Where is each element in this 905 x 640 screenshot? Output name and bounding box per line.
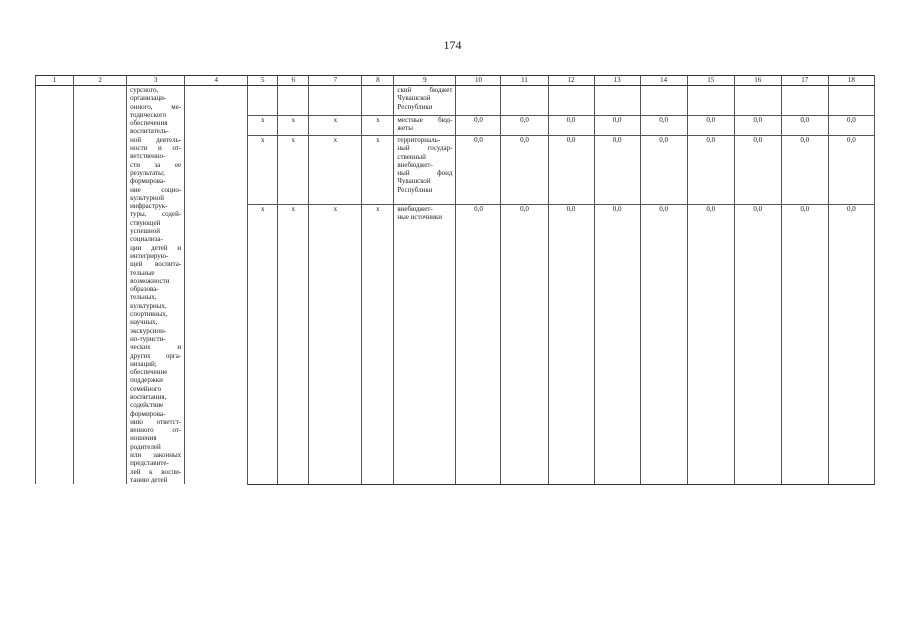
value-cell xyxy=(781,86,828,116)
column-number-3: 3 xyxy=(127,76,185,86)
row-description xyxy=(127,86,185,485)
description-line: родителей xyxy=(130,442,161,451)
value-cell: 0,0 xyxy=(828,136,874,205)
description-line: экскурсион- xyxy=(130,326,167,335)
mark-cell xyxy=(362,86,394,116)
description-line: обеспечение xyxy=(130,368,168,377)
value-cell: 0,0 xyxy=(456,136,501,205)
description-line: поддержки xyxy=(130,376,163,385)
description-line: ствующей xyxy=(130,218,161,227)
program-funding-table xyxy=(35,75,875,485)
value-cell: 0,0 xyxy=(781,205,828,485)
column-number-13: 13 xyxy=(594,76,640,86)
description-line: или законных xyxy=(130,451,182,460)
table-row xyxy=(36,86,875,116)
description-line: содействие xyxy=(130,401,164,410)
value-cell xyxy=(548,86,594,116)
description-line: ческих и xyxy=(130,343,182,352)
column-number-9: 9 xyxy=(394,76,456,86)
value-cell: 0,0 xyxy=(548,205,594,485)
table-header-row xyxy=(36,76,875,86)
description-line: возможности xyxy=(130,276,170,285)
description-line: ние социо- xyxy=(130,185,182,194)
value-cell: 0,0 xyxy=(594,136,640,205)
funding-source xyxy=(394,116,456,136)
value-cell: 0,0 xyxy=(828,116,874,136)
value-cell: 0,0 xyxy=(687,205,734,485)
funding-source xyxy=(394,136,456,205)
funding-source-line: Республики xyxy=(397,102,433,111)
funding-source-line: ный фонд xyxy=(397,169,453,178)
mark-cell: x xyxy=(362,116,394,136)
value-cell: 0,0 xyxy=(548,116,594,136)
value-cell: 0,0 xyxy=(548,136,594,205)
value-cell: 0,0 xyxy=(501,116,548,136)
description-line: тельных, xyxy=(130,293,157,302)
mark-cell xyxy=(309,86,362,116)
description-line: успешной xyxy=(130,227,160,236)
description-line: научных, xyxy=(130,318,158,327)
funding-source-line: внебюджет- xyxy=(397,160,433,169)
page-number: 174 xyxy=(443,38,462,52)
description-line: инфраструк- xyxy=(130,202,168,211)
column-number-18: 18 xyxy=(828,76,874,86)
description-line: туры, содей- xyxy=(130,210,182,219)
column-number-10: 10 xyxy=(456,76,501,86)
value-cell: 0,0 xyxy=(456,116,501,136)
description-line: венного от- xyxy=(130,426,182,435)
description-line: сурсного, xyxy=(130,86,159,94)
funding-source xyxy=(394,205,456,485)
description-line: социализа- xyxy=(130,235,163,244)
description-line: культурной xyxy=(130,193,164,202)
mark-cell xyxy=(248,86,278,116)
description-line: ции детей и xyxy=(130,243,182,252)
value-cell: 0,0 xyxy=(687,136,734,205)
mark-cell: x xyxy=(309,205,362,485)
description-line: результаты; xyxy=(130,168,165,177)
funding-source-line: внебюджет- xyxy=(397,205,433,213)
description-line: нию ответст- xyxy=(130,417,182,426)
column-number-8: 8 xyxy=(362,76,394,86)
value-cell: 0,0 xyxy=(501,136,548,205)
value-cell xyxy=(456,86,501,116)
funding-source-line: ные источники xyxy=(397,213,442,222)
description-line: формирова- xyxy=(130,409,166,418)
value-cell: 0,0 xyxy=(734,116,781,136)
funding-source-line: ский бюджет xyxy=(397,86,453,94)
value-cell: 0,0 xyxy=(640,116,687,136)
funding-source-line: ственный xyxy=(397,152,426,161)
column-number-4: 4 xyxy=(185,76,248,86)
column-number-15: 15 xyxy=(687,76,734,86)
value-cell: 0,0 xyxy=(781,136,828,205)
value-cell xyxy=(828,86,874,116)
description-line: обеспечения xyxy=(130,119,168,128)
column-number-2: 2 xyxy=(74,76,127,86)
value-cell: 0,0 xyxy=(781,116,828,136)
description-line: низаций; xyxy=(130,359,157,368)
funding-source-line: Чувашской xyxy=(397,94,431,103)
value-cell: 0,0 xyxy=(594,205,640,485)
column-number-6: 6 xyxy=(278,76,309,86)
mark-cell: x xyxy=(309,116,362,136)
column-number-11: 11 xyxy=(501,76,548,86)
row-col-2 xyxy=(74,86,127,485)
column-number-7: 7 xyxy=(309,76,362,86)
description-line: других орга- xyxy=(130,351,182,360)
value-cell: 0,0 xyxy=(687,116,734,136)
description-line: щей воспита- xyxy=(130,260,182,269)
description-line: но-туристи- xyxy=(130,334,166,343)
funding-source-line: местные бюд- xyxy=(397,116,453,124)
mark-cell: x xyxy=(278,205,309,485)
description-line: ношения xyxy=(130,434,157,443)
description-line: организаци- xyxy=(130,94,167,103)
mark-cell: x xyxy=(362,205,394,485)
column-number-16: 16 xyxy=(734,76,781,86)
value-cell: 0,0 xyxy=(456,205,501,485)
mark-cell xyxy=(278,86,309,116)
value-cell xyxy=(501,86,548,116)
description-line: тодического xyxy=(130,110,167,119)
value-cell xyxy=(594,86,640,116)
description-line: тельные xyxy=(130,268,155,277)
description-line: ветственно- xyxy=(130,152,166,161)
row-col-4 xyxy=(185,86,248,485)
funding-source-line: ный государ- xyxy=(397,144,453,153)
mark-cell: x xyxy=(248,116,278,136)
mark-cell: x xyxy=(278,116,309,136)
mark-cell: x xyxy=(309,136,362,205)
description-line: семейного xyxy=(130,384,162,393)
value-cell: 0,0 xyxy=(640,205,687,485)
funding-source xyxy=(394,86,456,116)
description-line: культурных, xyxy=(130,301,167,310)
funding-source-line: территориаль- xyxy=(397,136,441,144)
value-cell: 0,0 xyxy=(501,205,548,485)
mark-cell: x xyxy=(248,205,278,485)
column-number-5: 5 xyxy=(248,76,278,86)
funding-source-line: жеты xyxy=(397,124,413,133)
description-line: спортивных, xyxy=(130,310,168,319)
funding-source-line: Республики xyxy=(397,185,433,194)
column-number-17: 17 xyxy=(781,76,828,86)
funding-source-line: Чувашской xyxy=(397,177,431,186)
description-line: онного, ме- xyxy=(130,102,182,111)
mark-cell: x xyxy=(362,136,394,205)
description-line: ности и от- xyxy=(130,144,182,153)
value-cell xyxy=(640,86,687,116)
description-line: ной деятель- xyxy=(130,135,182,144)
description-line: формирова- xyxy=(130,177,166,186)
description-line: лей к воспи- xyxy=(130,467,182,476)
value-cell: 0,0 xyxy=(828,205,874,485)
description-line: сти за ее xyxy=(130,160,182,169)
value-cell: 0,0 xyxy=(734,136,781,205)
column-number-12: 12 xyxy=(548,76,594,86)
column-number-1: 1 xyxy=(36,76,74,86)
description-line: воспитания, xyxy=(130,392,167,401)
description-line: образова- xyxy=(130,285,159,294)
description-line: интегрирую- xyxy=(130,251,169,260)
value-cell xyxy=(687,86,734,116)
mark-cell: x xyxy=(278,136,309,205)
value-cell xyxy=(734,86,781,116)
description-line: танию детей xyxy=(130,475,168,484)
mark-cell: x xyxy=(248,136,278,205)
description-line: воспитатель- xyxy=(130,127,169,136)
value-cell: 0,0 xyxy=(734,205,781,485)
value-cell: 0,0 xyxy=(640,136,687,205)
column-number-14: 14 xyxy=(640,76,687,86)
row-col-1 xyxy=(36,86,74,485)
value-cell: 0,0 xyxy=(594,116,640,136)
description-line: представите- xyxy=(130,459,169,468)
